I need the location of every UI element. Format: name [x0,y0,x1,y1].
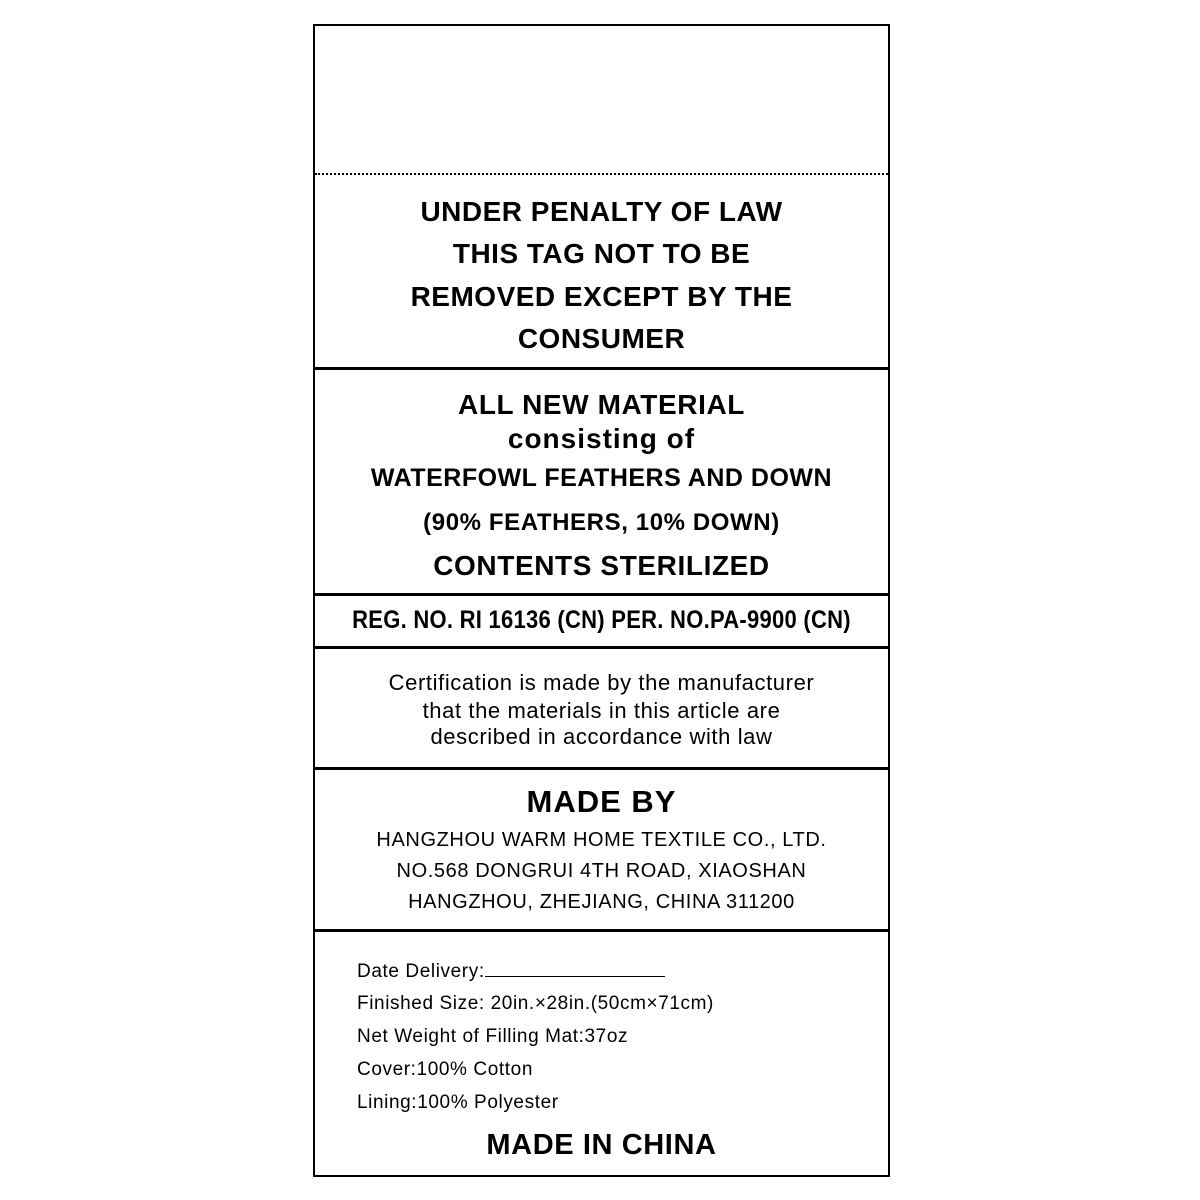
manufacturer-address-1: NO.568 DONGRUI 4TH ROAD, XIAOSHAN [396,860,807,882]
manufacturer-name: HANGZHOU WARM HOME TEXTILE CO., LTD. [376,829,827,851]
made-by-section [315,771,888,931]
penalty-line-3: REMOVED EXCEPT BY THE [410,281,793,312]
material-heading: ALL NEW MATERIAL [458,389,745,420]
perforation-line [315,173,888,175]
certification-line-2: that the materials in this article are [422,698,781,723]
finished-size: Finished Size: 20in.×28in.(50cm×71cm) [357,993,714,1014]
material-contents: WATERFOWL FEATHERS AND DOWN [370,464,833,492]
divider-5 [315,929,888,932]
material-percentages: (90% FEATHERS, 10% DOWN) [423,509,780,536]
manufacturer-address-2: HANGZHOU, ZHEJIANG, CHINA 311200 [408,891,795,913]
divider-3 [315,646,888,649]
cover-material: Cover:100% Cotton [357,1059,534,1080]
material-sterilized: CONTENTS STERILIZED [433,550,770,581]
certification-line-1: Certification is made by the manufacturer [388,670,815,695]
penalty-line-4: CONSUMER [517,323,686,354]
lining-material: Lining:100% Polyester [357,1092,559,1113]
divider-4 [315,767,888,770]
made-by-heading: MADE BY [526,784,677,819]
registration-numbers: REG. NO. RI 16136 (CN) PER. NO.PA-9900 (CN) [352,606,851,634]
blank-header-area [315,26,888,176]
made-in-label: MADE IN CHINA [486,1129,717,1161]
penalty-line-1: UNDER PENALTY OF LAW [420,196,783,227]
divider-1 [315,367,888,370]
registration-section [315,596,888,648]
material-consisting: consisting of [507,423,696,454]
law-label-tag [313,24,890,1177]
penalty-line-2: THIS TAG NOT TO BE [452,238,751,269]
product-details-section [315,934,888,1175]
date-delivery-label: Date Delivery: [357,961,485,982]
certification-section [315,650,888,768]
date-delivery-row [357,960,665,983]
material-section [315,371,888,593]
certification-line-3: described in accordance with law [430,724,773,749]
penalty-section [315,196,888,368]
date-delivery-blank [485,960,665,977]
net-weight: Net Weight of Filling Mat:37oz [357,1026,629,1047]
